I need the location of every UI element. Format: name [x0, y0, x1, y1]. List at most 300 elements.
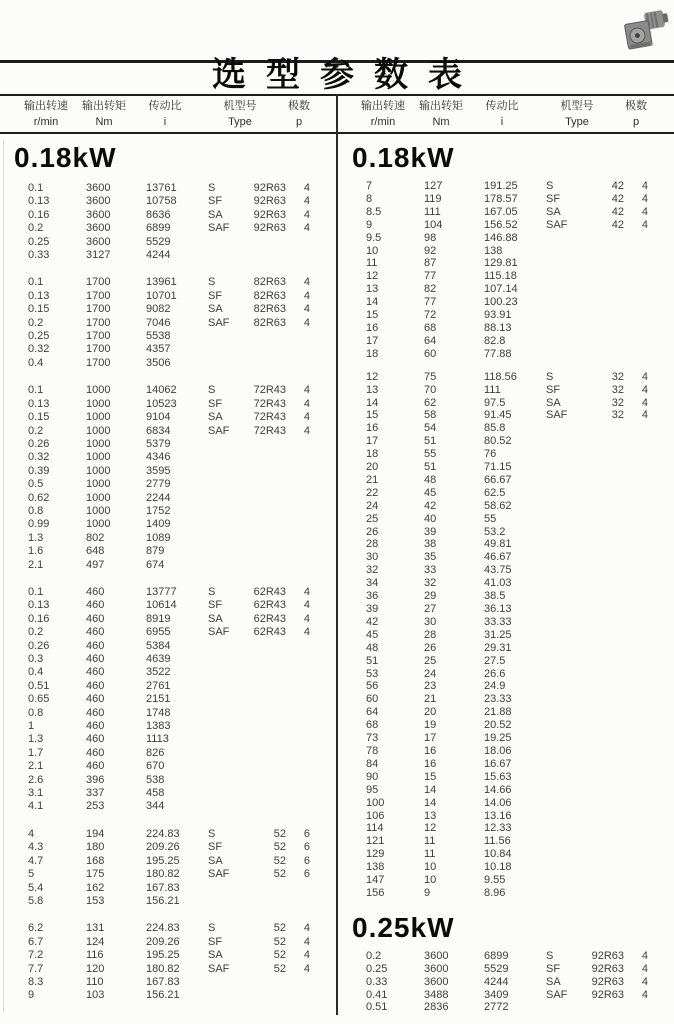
column-header [419, 98, 463, 130]
type-prefix-cell [546, 309, 578, 322]
speed-cell: 13 [366, 383, 379, 396]
torque-cell: 3600 [86, 182, 111, 194]
speed-cell: 5 [28, 868, 35, 881]
speed-cell: 9 [28, 989, 35, 1002]
speed-cell: 12 [366, 370, 379, 383]
type-prefix-cell [546, 680, 578, 693]
type-model-cell [578, 835, 624, 848]
speed-cell: 17 [366, 435, 379, 448]
poles-cell: 4 [303, 626, 310, 639]
ratio-cell: 10.84 [484, 848, 512, 861]
torque-cell: 460 [86, 720, 105, 733]
table-row [0, 747, 336, 760]
speed-cell: 0.41 [366, 988, 388, 1001]
torque-cell: 119 [424, 192, 442, 205]
speed-cell: 0.65 [28, 693, 50, 706]
type-model-cell [240, 465, 286, 478]
type-model-cell [240, 249, 286, 262]
table-row [338, 732, 674, 745]
column-header-label: 传动比 [148, 100, 182, 112]
ratio-cell: 85.8 [484, 422, 506, 435]
ratio-cell: 38.5 [484, 590, 506, 603]
speed-cell: 4 [28, 827, 35, 840]
ratio-cell: 10758 [146, 195, 177, 208]
torque-cell: 24 [424, 667, 437, 680]
type-model-cell [578, 668, 624, 681]
type-model-cell [240, 545, 286, 558]
torque-cell: 1700 [86, 330, 111, 343]
type-model-cell [240, 882, 286, 895]
poles-cell [624, 616, 648, 629]
type-model-cell: 42 [611, 218, 624, 231]
type-model-cell: 62R43 [253, 599, 286, 612]
type-prefix-cell: SF [546, 192, 561, 205]
table-row [0, 451, 336, 464]
ratio-cell: 11.56 [484, 835, 511, 848]
ratio-cell: 4346 [146, 451, 171, 464]
type-model-cell [578, 861, 624, 874]
type-model-cell [240, 478, 286, 491]
column-header-label: 机型号 [223, 100, 257, 112]
type-prefix-cell: S [208, 384, 216, 397]
type-model-cell [240, 976, 286, 989]
poles-cell [286, 545, 310, 558]
poles-cell [286, 882, 310, 895]
type-model-cell [578, 474, 624, 487]
torque-cell: 253 [86, 800, 105, 813]
torque-cell: 3600 [86, 195, 111, 208]
type-model-cell [240, 357, 286, 370]
ratio-cell: 29.31 [484, 641, 512, 654]
torque-cell: 460 [86, 733, 105, 746]
torque-cell: 14 [424, 796, 437, 809]
torque-cell: 1000 [86, 504, 111, 517]
speed-cell: 0.32 [28, 451, 50, 464]
type-model-cell [578, 822, 624, 835]
type-prefix-cell: SA [208, 854, 223, 867]
type-model-cell [240, 451, 286, 464]
torque-cell: 460 [86, 626, 105, 639]
speed-cell: 0.8 [28, 504, 44, 517]
type-prefix-cell: S [546, 949, 554, 962]
type-model-cell [240, 343, 286, 356]
poles-cell [624, 668, 648, 681]
torque-cell: 82 [424, 283, 437, 296]
ratio-cell: 8636 [146, 208, 171, 221]
ratio-cell: 2772 [484, 1001, 509, 1014]
poles-cell: 4 [303, 195, 310, 208]
type-model-cell [240, 640, 286, 653]
torque-cell: 87 [424, 257, 437, 270]
ratio-cell: 36.13 [484, 603, 512, 615]
torque-cell: 13 [424, 809, 437, 822]
ratio-cell: 107.14 [484, 283, 518, 296]
torque-cell: 460 [86, 585, 105, 598]
torque-cell: 14 [424, 783, 437, 796]
table-row [338, 270, 674, 283]
type-prefix-cell: S [546, 370, 554, 383]
poles-cell [624, 655, 648, 668]
speed-cell: 14 [366, 396, 379, 409]
table-row [0, 478, 336, 491]
speed-cell: 0.2 [28, 424, 44, 437]
torque-cell: 32 [424, 577, 437, 590]
speed-cell: 0.25 [28, 330, 50, 343]
poles-cell [624, 564, 648, 577]
ratio-cell: 1752 [146, 504, 171, 517]
column-header-unit: p [632, 116, 640, 128]
table-row [0, 303, 336, 316]
type-model-cell: 42 [611, 205, 624, 218]
type-model-cell [578, 771, 624, 784]
table-header-left [0, 98, 337, 132]
speed-cell: 22 [366, 486, 379, 499]
poles-cell [624, 590, 648, 603]
type-prefix-cell: SF [546, 962, 561, 975]
type-model-cell [578, 348, 624, 361]
torque-cell: 460 [86, 639, 105, 652]
poles-cell: 4 [303, 397, 310, 410]
speed-cell: 0.51 [366, 1001, 388, 1014]
ratio-cell: 33.33 [484, 615, 512, 628]
poles-cell [624, 513, 648, 526]
table-row [338, 219, 674, 232]
poles-cell [624, 680, 648, 693]
torque-cell: 15 [424, 770, 437, 783]
type-model-cell [240, 747, 286, 760]
poles-cell [624, 745, 648, 758]
poles-cell: 4 [641, 192, 648, 205]
type-model-cell: 92R63 [253, 222, 286, 235]
table-row [338, 245, 674, 258]
ratio-cell: 12.33 [484, 822, 512, 835]
poles-cell [286, 357, 310, 370]
type-prefix-cell: SAF [208, 962, 230, 975]
column-header-label: 输出转矩 [419, 100, 463, 112]
ratio-cell: 195.25 [146, 854, 180, 867]
ratio-cell: 14062 [146, 384, 177, 397]
speed-cell: 7.2 [28, 949, 44, 962]
type-prefix-cell [546, 706, 578, 719]
torque-cell: 64 [424, 334, 437, 347]
speed-cell: 42 [366, 615, 379, 628]
table-block [0, 182, 336, 262]
poles-cell: 4 [303, 303, 310, 316]
ratio-cell: 21.88 [484, 706, 512, 719]
speed-cell: 129 [366, 848, 385, 861]
speed-cell: 11 [366, 257, 378, 270]
table-row [338, 1001, 674, 1014]
poles-cell [286, 505, 310, 518]
ratio-cell: 146.88 [484, 231, 518, 244]
poles-cell [624, 835, 648, 848]
type-model-cell: 92R63 [591, 988, 624, 1001]
table-row [0, 653, 336, 666]
torque-cell: 1700 [86, 316, 111, 329]
speed-cell: 30 [366, 551, 379, 564]
type-model-cell [240, 330, 286, 343]
torque-cell: 1000 [86, 464, 111, 477]
column-header-unit: Type [228, 116, 252, 128]
column-header [625, 98, 647, 130]
poles-cell [624, 706, 648, 719]
ratio-cell: 111 [484, 383, 501, 396]
torque-cell: 35 [424, 551, 437, 564]
type-model-cell [240, 680, 286, 693]
speed-cell: 5.8 [28, 894, 44, 907]
column-header-label: 极数 [288, 100, 310, 112]
type-prefix-cell [546, 668, 578, 681]
poles-cell [624, 758, 648, 771]
poles-cell [624, 1001, 648, 1014]
ratio-cell: 224.83 [146, 827, 180, 840]
type-prefix-cell: SAF [208, 626, 230, 639]
torque-cell: 127 [424, 180, 443, 192]
poles-cell: 4 [303, 289, 310, 302]
speed-cell: 1 [28, 720, 35, 733]
torque-cell: 337 [86, 787, 105, 800]
speed-cell: 45 [366, 628, 379, 641]
table-row [0, 774, 336, 787]
type-prefix-cell: SAF [208, 868, 230, 881]
torque-cell: 29 [424, 590, 437, 603]
poles-cell: 4 [641, 370, 648, 383]
table-row [338, 371, 674, 384]
table-row [338, 976, 674, 989]
column-header [24, 98, 68, 130]
speed-cell: 16 [366, 422, 379, 435]
table-header-right [337, 98, 674, 132]
type-model-cell [240, 438, 286, 451]
ratio-cell: 23.33 [484, 693, 512, 706]
table-row [338, 797, 674, 810]
type-prefix-cell [546, 448, 578, 461]
table-row [0, 330, 336, 343]
table-row [0, 787, 336, 800]
table-row [338, 835, 674, 848]
ratio-cell: 62.5 [484, 486, 506, 499]
poles-cell [286, 787, 310, 800]
type-model-cell: 92R63 [591, 962, 624, 975]
torque-cell: 3600 [86, 208, 111, 221]
speed-cell: 4.3 [28, 841, 44, 854]
speed-cell: 0.2 [28, 316, 44, 329]
type-model-cell [578, 335, 624, 348]
ratio-cell: 156.21 [146, 894, 180, 907]
ratio-cell: 3595 [146, 464, 171, 477]
type-prefix-cell: SF [208, 397, 223, 410]
type-prefix-cell: S [208, 585, 216, 598]
table-row [338, 590, 674, 603]
poles-cell: 6 [303, 854, 310, 867]
table-row [0, 963, 336, 976]
ratio-cell: 13961 [146, 276, 177, 289]
type-prefix-cell [546, 629, 578, 642]
table-block [0, 922, 336, 1002]
type-model-cell [578, 448, 624, 461]
poles-cell: 4 [641, 396, 648, 409]
type-prefix-cell [208, 451, 240, 464]
type-prefix-cell: SA [546, 205, 561, 218]
torque-cell: 103 [86, 989, 105, 1002]
type-model-cell [578, 848, 624, 861]
ratio-cell: 41.03 [484, 577, 512, 590]
table-row [0, 236, 336, 249]
type-prefix-cell [208, 895, 240, 908]
torque-cell: 1000 [86, 397, 111, 410]
table-row [0, 505, 336, 518]
speed-cell: 60 [366, 693, 379, 706]
table-row [0, 733, 336, 746]
type-prefix-cell: SAF [208, 222, 230, 235]
ratio-cell: 10.18 [484, 861, 512, 874]
ratio-cell: 138 [484, 244, 503, 257]
speed-cell: 147 [366, 874, 385, 887]
table-row [0, 384, 336, 397]
type-prefix-cell [546, 538, 578, 551]
type-model-cell: 92R63 [253, 195, 286, 208]
type-model-cell: 52 [273, 868, 286, 881]
speed-cell: 2.6 [28, 773, 44, 786]
poles-cell: 4 [641, 218, 648, 231]
ratio-cell: 77.88 [484, 347, 512, 360]
poles-cell: 4 [303, 276, 310, 289]
type-prefix-cell [546, 422, 578, 435]
type-model-cell: 52 [273, 935, 286, 948]
type-model-cell [240, 505, 286, 518]
column-header-unit: Nm [432, 116, 450, 128]
type-model-cell: 72R43 [253, 411, 286, 424]
type-prefix-cell [546, 322, 578, 335]
type-model-cell [240, 518, 286, 531]
torque-cell: 460 [86, 666, 105, 679]
type-prefix-cell [208, 680, 240, 693]
poles-cell [286, 236, 310, 249]
type-model-cell [578, 590, 624, 603]
ratio-cell: 9.55 [484, 874, 506, 887]
torque-cell: 54 [424, 422, 437, 435]
speed-cell: 121 [366, 835, 385, 848]
type-model-cell [578, 577, 624, 590]
ratio-cell: 2151 [146, 693, 171, 706]
poles-cell: 4 [303, 599, 310, 612]
ratio-cell: 191.25 [484, 180, 518, 192]
type-model-cell: 92R63 [591, 949, 624, 962]
speed-cell: 0.51 [28, 679, 50, 692]
table-row [338, 642, 674, 655]
type-model-cell [578, 1001, 624, 1014]
speed-cell: 0.4 [28, 356, 44, 369]
poles-cell [624, 551, 648, 564]
type-prefix-cell: SF [208, 289, 223, 302]
ratio-cell: 1089 [146, 531, 171, 544]
ratio-cell: 53.2 [484, 525, 506, 538]
table-row [338, 950, 674, 963]
poles-cell [624, 422, 648, 435]
type-model-cell: 62R43 [253, 585, 286, 598]
ratio-cell: 13777 [146, 585, 177, 598]
table-row [0, 640, 336, 653]
type-model-cell: 92R63 [253, 182, 286, 194]
speed-cell: 15 [366, 409, 379, 422]
torque-cell: 45 [424, 486, 437, 499]
poles-cell [624, 500, 648, 513]
type-prefix-cell: SAF [546, 988, 568, 1001]
torque-cell: 30 [424, 615, 437, 628]
type-model-cell [578, 322, 624, 335]
ratio-cell: 6834 [146, 424, 171, 437]
type-prefix-cell: SF [208, 841, 223, 854]
table-row [0, 720, 336, 733]
speed-cell: 0.99 [28, 518, 50, 531]
speed-cell: 1.6 [28, 545, 44, 558]
type-prefix-cell: SA [546, 396, 561, 409]
speed-cell: 6.7 [28, 935, 44, 948]
type-prefix-cell [546, 771, 578, 784]
table-row [338, 296, 674, 309]
table-row [0, 800, 336, 813]
speed-cell: 1.3 [28, 531, 44, 544]
table-block [338, 950, 674, 1015]
poles-cell [624, 461, 648, 474]
table-row [338, 193, 674, 206]
ratio-cell: 344 [146, 800, 165, 813]
type-prefix-cell [546, 283, 578, 296]
ratio-cell: 97.5 [484, 396, 506, 409]
speed-cell: 7 [366, 180, 373, 192]
torque-cell: 19 [424, 719, 437, 732]
torque-cell: 802 [86, 531, 105, 544]
poles-cell [624, 603, 648, 616]
table-row [0, 680, 336, 693]
table-column-right [338, 140, 674, 1024]
type-prefix-cell [208, 559, 240, 572]
speed-cell: 138 [366, 861, 385, 874]
table-row [0, 492, 336, 505]
poles-cell [286, 774, 310, 787]
poles-cell: 6 [303, 827, 310, 840]
poles-cell: 4 [641, 409, 648, 422]
table-row [0, 922, 336, 935]
poles-cell [286, 747, 310, 760]
column-header-label: 传动比 [485, 100, 519, 112]
torque-cell: 38 [424, 538, 437, 551]
poles-cell [624, 296, 648, 309]
speed-cell: 18 [366, 347, 379, 360]
type-model-cell: 72R43 [253, 397, 286, 410]
speed-cell: 73 [366, 732, 379, 745]
torque-cell: 28 [424, 628, 437, 641]
type-prefix-cell [546, 848, 578, 861]
table-row [338, 758, 674, 771]
poles-cell: 4 [641, 180, 648, 192]
type-prefix-cell [546, 245, 578, 258]
type-model-cell [578, 487, 624, 500]
ratio-cell: 55 [484, 512, 497, 525]
poles-cell [624, 577, 648, 590]
speed-cell: 156 [366, 886, 385, 899]
speed-cell: 0.5 [28, 478, 44, 491]
speed-cell: 13 [366, 283, 379, 296]
type-prefix-cell [546, 232, 578, 245]
torque-cell: 42 [424, 499, 437, 512]
table-row [0, 949, 336, 962]
type-prefix-cell [546, 719, 578, 732]
type-prefix-cell [546, 1001, 578, 1014]
ratio-cell: 13761 [146, 182, 177, 194]
torque-cell: 460 [86, 679, 105, 692]
torque-cell: 48 [424, 473, 437, 486]
